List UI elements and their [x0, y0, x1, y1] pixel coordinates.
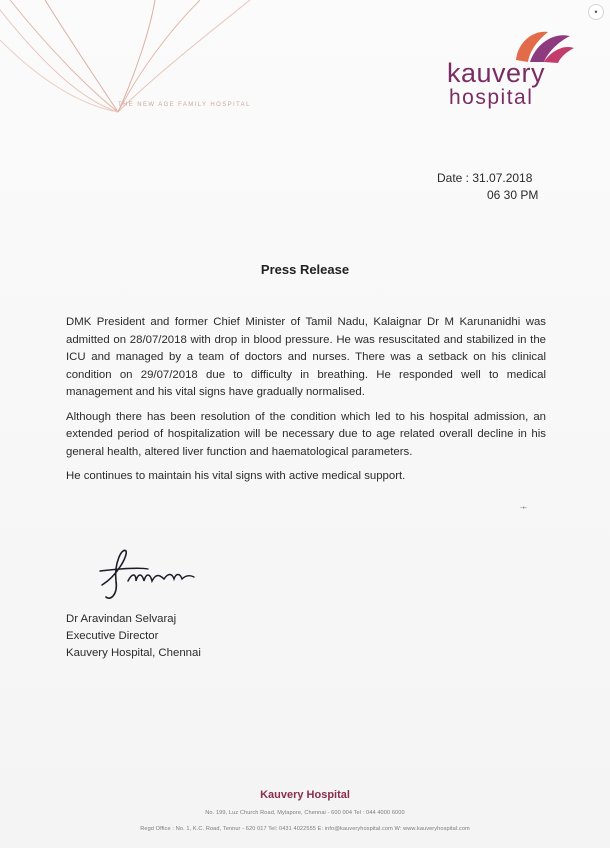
signer-block [66, 611, 201, 662]
signer-organization: Kauvery Hospital, Chennai [66, 647, 201, 659]
logo-subtitle: hospital [449, 86, 534, 109]
footer-address: No. 199, Luz Church Road, Mylapore, Chennai - 600 004 Tel : 044 4000 6000 [205, 810, 405, 816]
paragraph: Although there has been resolution of the condition which led to his hospital admission, an extended period of hospitalization will be necessary due to age related overall decline in his general health, altered liver function and haematological parameters. [66, 410, 546, 458]
stray-mark: -•- [520, 505, 528, 512]
document-body [66, 314, 546, 493]
time-label: 06 30 PM [487, 188, 539, 202]
footer-hospital-name: Kauvery Hospital [260, 789, 350, 801]
signer-designation: Executive Director [66, 630, 159, 642]
footer-registered-office: Regd Office : No. 1, K.C. Road, Tennur - 620 017 Tel: 0431 4022555 E: info@kauveryhospital.com W: www.kauveryhospital.com [140, 826, 470, 832]
paragraph: He continues to maintain his vital signs with active medical support. [66, 470, 406, 482]
signer-name: Dr Aravindan Selvaraj [66, 613, 177, 625]
date-label: Date : 31.07.2018 [437, 171, 533, 185]
handwritten-signature [98, 545, 208, 605]
letterhead-tagline: THE NEW AGE FAMILY HOSPITAL [118, 102, 251, 108]
paragraph: DMK President and former Chief Minister of Tamil Nadu, Kalaignar Dr M Karunanidhi was admitted on 28/07/2018 with drop in blood pressure. He was resuscitated and stabilized in the ICU and managed by a team of doctors and nurses. There was a setback on his clinical condition on 29/07/2018 due to difficulty in breathing. He responded well to medical management and his vital signs have gradually normalised. [66, 316, 546, 398]
more-options-icon[interactable]: • [588, 4, 604, 20]
logo-name: kauvery [447, 58, 546, 88]
document-title: Press Release [260, 262, 350, 277]
date-block [437, 170, 538, 204]
